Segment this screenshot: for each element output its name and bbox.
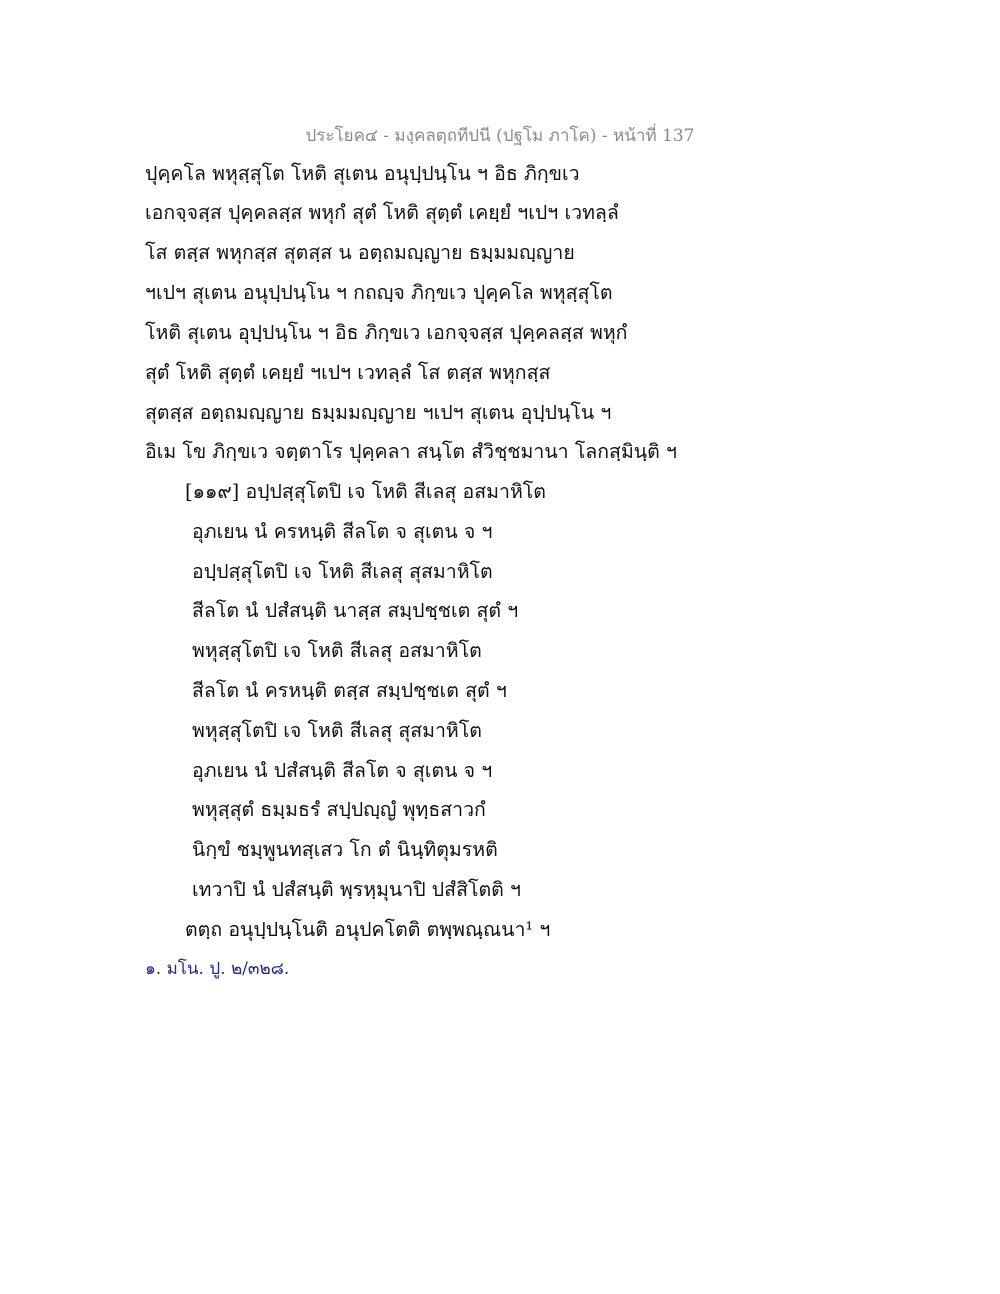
paragraph-line: ฯเปฯ สุเตน อนุปฺปนฺโน ฯ กถญฺจ ภิกฺขเว ปุคฺคโล พหุสฺสุโต bbox=[145, 281, 613, 304]
paragraph-line: เอกจฺจสฺส ปุคฺคลสฺส พหุกํ สุตํ โหติ สุตฺตํ เคยฺยํ ฯเปฯ เวทลฺลํ bbox=[145, 201, 619, 224]
verse-line: พหุสฺสุโตปิ เจ โหติ สีเลสุ สุสมาหิโต bbox=[192, 719, 482, 742]
paragraph-line: โส ตสฺส พหุกสฺส สุตสฺส น อตฺถมญฺญาย ธมฺมมญฺญาย bbox=[145, 241, 575, 264]
paragraph-line: โหติ สุเตน อุปฺปนฺโน ฯ อิธ ภิกฺขเว เอกจฺจสฺส ปุคฺคลสฺส พหุกํ bbox=[145, 321, 628, 344]
verse-line: พหุสฺสุตํ ธมฺมธรํ สปฺปญฺญํ พุทฺธสาวกํ bbox=[192, 798, 486, 821]
verse-line: นิกฺขํ ชมฺพูนทสฺเสว โก ตํ นินฺทิตุมรหติ bbox=[192, 838, 498, 861]
closing-line: ตตฺถ อนุปฺปนฺโนติ อนุปคโตติ ตพฺพณฺณนา¹ ฯ bbox=[185, 918, 551, 941]
footnote: ๑. มโน. ปู. ๒/๓๒๘. bbox=[145, 959, 290, 979]
paragraph-line: สุตํ โหติ สุตฺตํ เคยฺยํ ฯเปฯ เวทลฺลํ โส ตสฺส พหุกสฺส bbox=[145, 361, 551, 384]
verse-line: เทวาปิ นํ ปสํสนฺติ พฺรหฺมุนาปิ ปสํสิโตติ ฯ bbox=[192, 878, 521, 901]
verse-line: อุภเยน นํ ปสํสนฺติ สีลโต จ สุเตน จ ฯ bbox=[192, 759, 493, 782]
verse-line: พหุสฺสุโตปิ เจ โหติ สีเลสุ อสมาหิโต bbox=[192, 639, 482, 662]
verse-line: อุภเยน นํ ครหนฺติ สีลโต จ สุเตน จ ฯ bbox=[192, 520, 493, 543]
paragraph-line: อิเม โข ภิกฺขเว จตฺตาโร ปุคฺคลา สนฺโต สํวิชฺชมานา โลกสฺมินฺติ ฯ bbox=[145, 440, 677, 463]
verse-line: อปฺปสฺสุโตปิ เจ โหติ สีเลสุ สุสมาหิโต bbox=[192, 560, 493, 583]
paragraph-line: สุตสฺส อตฺถมญฺญาย ธมฺมมญฺญาย ฯเปฯ สุเตน อุปฺปนฺโน ฯ bbox=[145, 401, 612, 424]
paragraph-line: ปุคฺคโล พหุสฺสุโต โหติ สุเตน อนุปฺปนฺโน ฯ อิธ ภิกฺขเว bbox=[145, 162, 580, 185]
verse-line: สีลโต นํ ปสํสนฺติ นาสฺส สมฺปชฺชเต สุตํ ฯ bbox=[192, 599, 519, 622]
verse-line: สีลโต นํ ครหนฺติ ตสฺส สมฺปชฺชเต สุตํ ฯ bbox=[192, 679, 507, 702]
verse-heading: [๑๑๙] อปฺปสฺสุโตปิ เจ โหติ สีเลสุ อสมาหิโต bbox=[185, 480, 546, 503]
page-header: ประโยค๔ - มงฺคลตฺถทีปนี (ปฐโม ภาโค) - หน้าที่ 137 bbox=[305, 126, 695, 146]
